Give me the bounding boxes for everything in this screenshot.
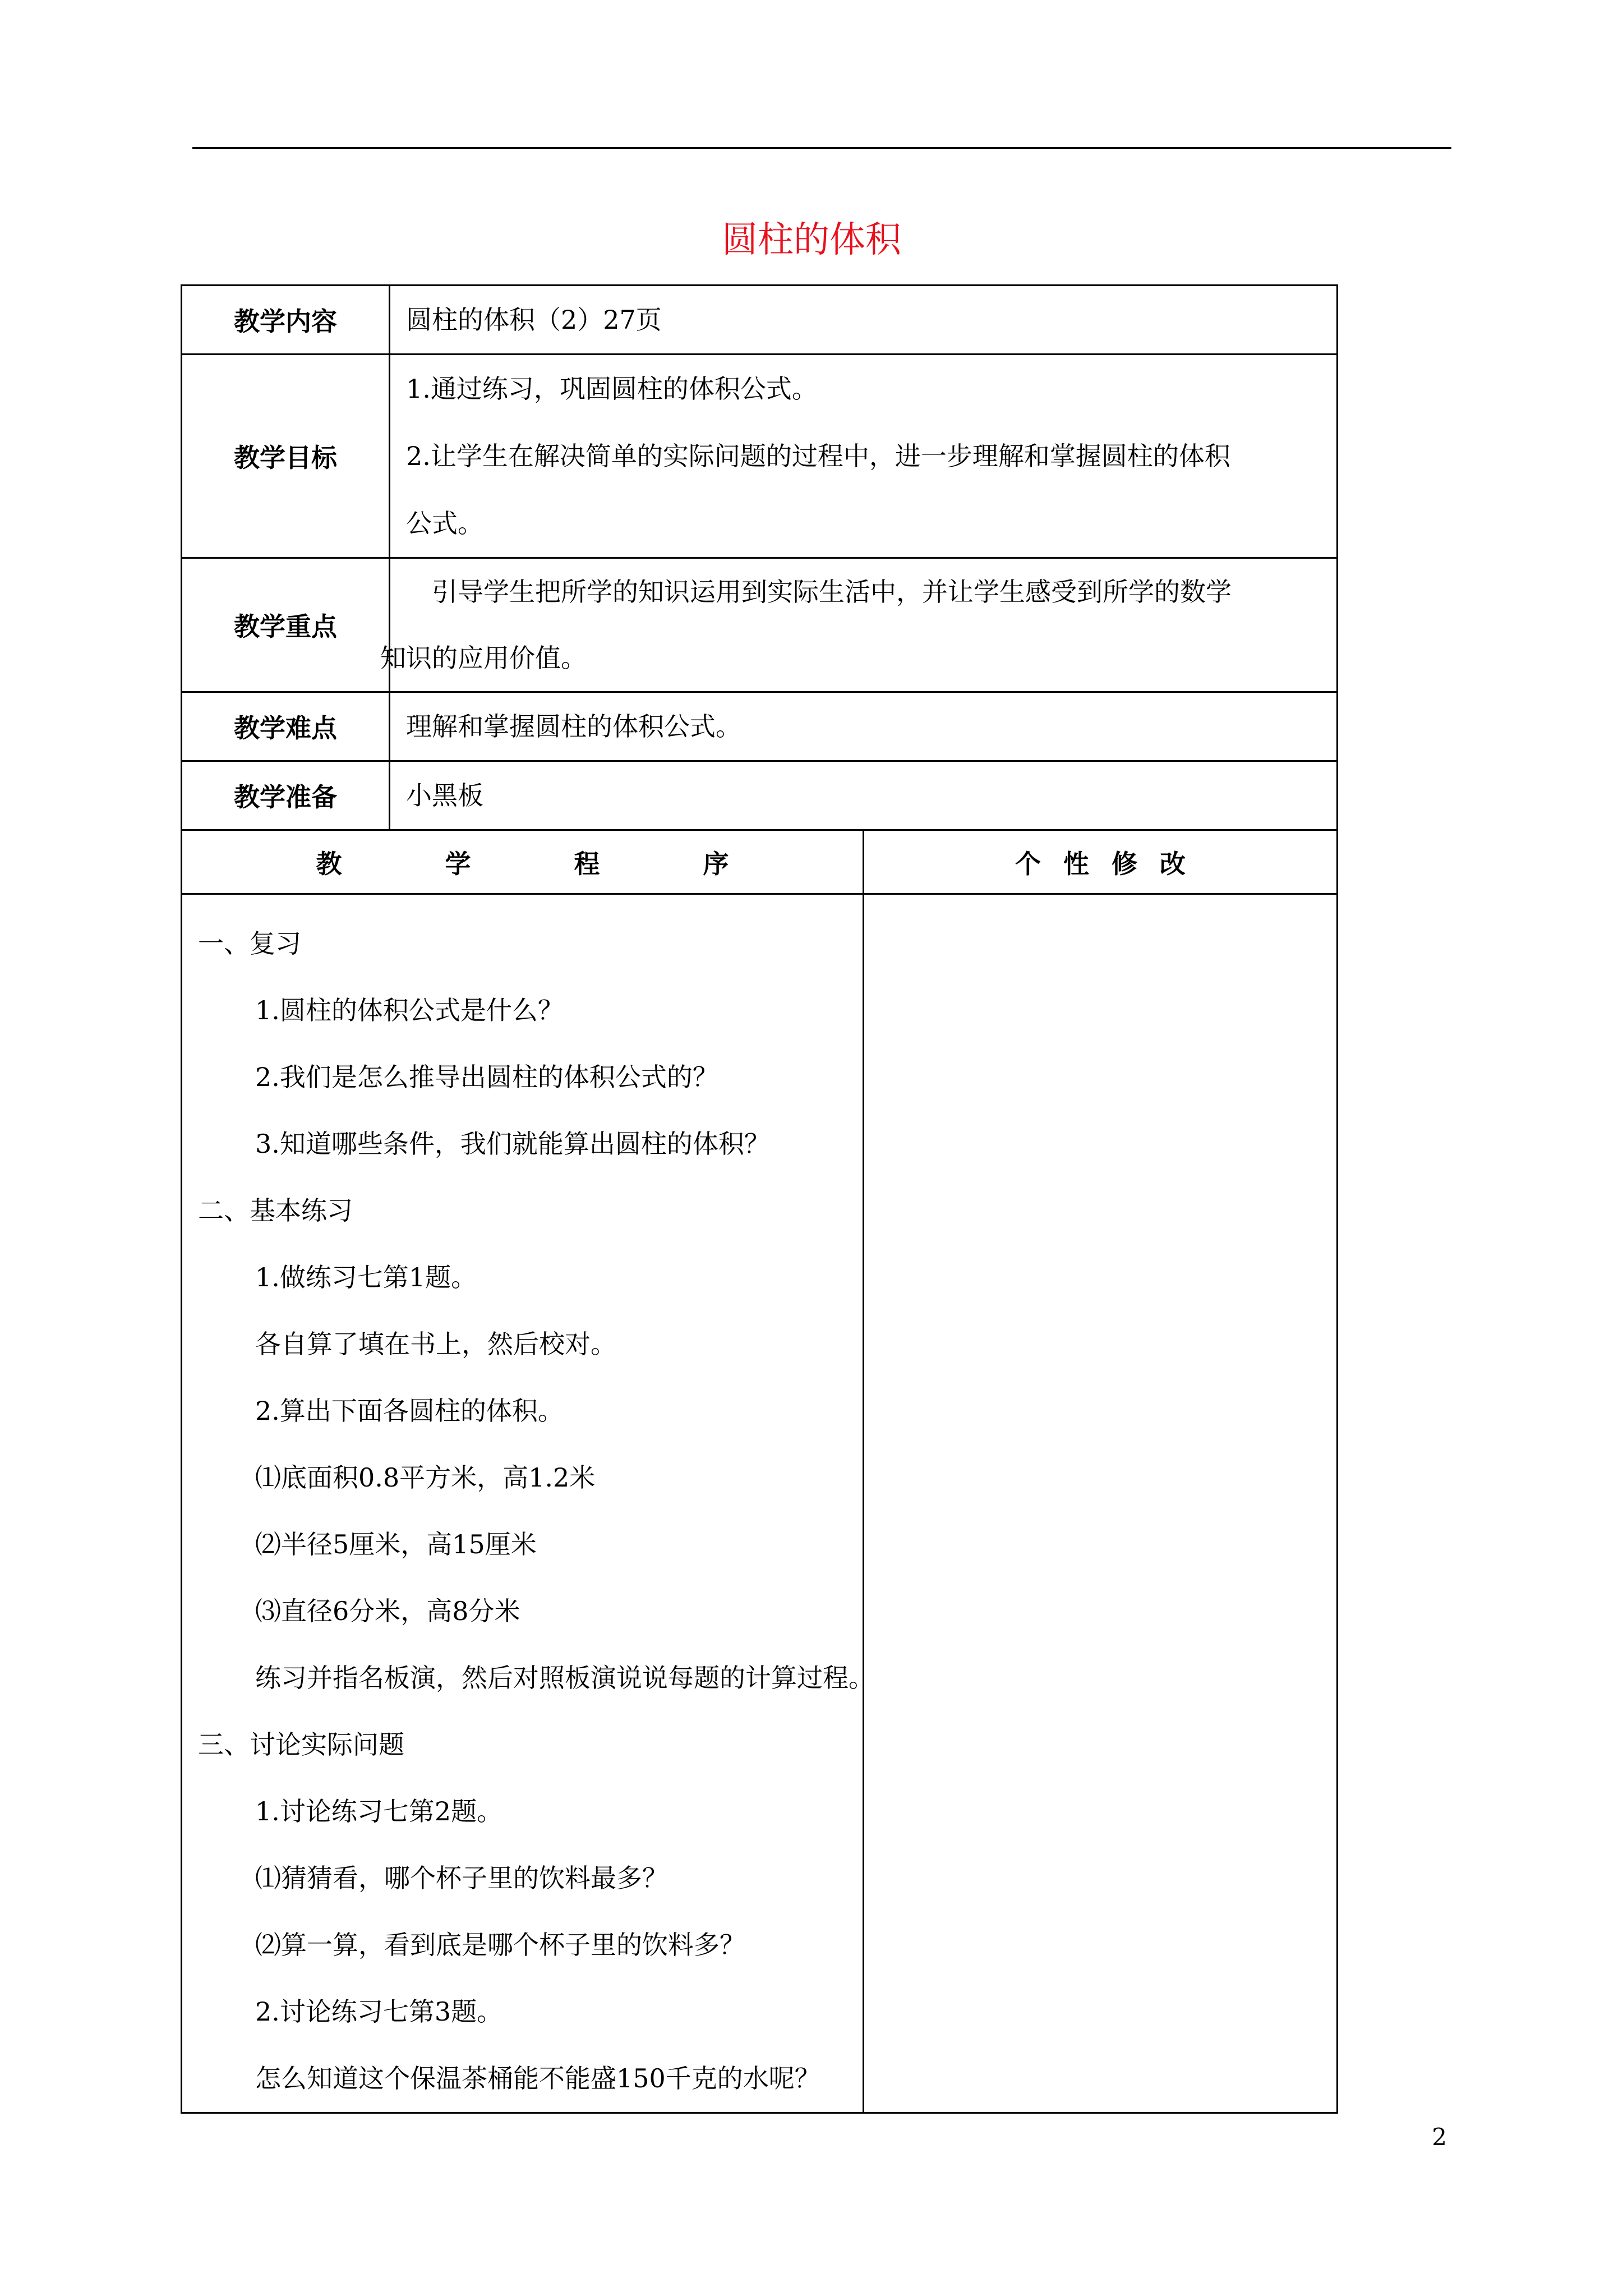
value-difficulty: 理解和掌握圆柱的体积公式。 [390, 692, 1338, 761]
goal-line: 公式。 [406, 508, 483, 539]
section-heading: 一、复习 [198, 928, 301, 959]
row-difficulty [182, 692, 1338, 761]
key-point-line: 引导学生把所学的知识运用到实际生活中，并让学生感受到所学的数学 [432, 577, 1232, 607]
program-item: 1.圆柱的体积公式是什么？ [255, 995, 564, 1025]
goal-line: 2.让学生在解决简单的实际问题的过程中，进一步理解和掌握圆柱的体积 [406, 441, 1230, 471]
program-item: 各自算了填在书上，然后校对。 [255, 1329, 616, 1359]
label-difficulty: 教学难点 [182, 692, 390, 761]
program-item: ⑵算一算，看到底是哪个杯子里的饮料多？ [255, 1930, 745, 1960]
row-teaching-goals [182, 355, 1338, 558]
program-item: 怎么知道这个保温茶桶能不能盛150千克的水呢？ [255, 2063, 820, 2093]
program-item: ⑴底面积0.8平方米，高1.2米 [255, 1462, 596, 1493]
row-key-point [182, 558, 1338, 692]
header-rule [192, 147, 1451, 149]
program-item: ⑶直径6分米，高8分米 [255, 1596, 520, 1626]
section-heading: 二、基本练习 [198, 1195, 353, 1226]
label-preparation: 教学准备 [182, 761, 390, 830]
row-program-header [182, 830, 1338, 894]
label-key-point: 教学重点 [182, 558, 390, 692]
row-teaching-content [182, 286, 1338, 355]
document-title: 圆柱的体积 [722, 219, 901, 261]
program-header [182, 830, 864, 894]
value-preparation: 小黑板 [390, 761, 1338, 830]
value-teaching-content: 圆柱的体积（2）27页 [390, 286, 1338, 355]
page-number: 2 [1432, 2123, 1447, 2151]
program-item: 2.讨论练习七第3题。 [255, 1996, 503, 2027]
key-point-line: 知识的应用价值。 [380, 643, 587, 673]
program-item: 2.我们是怎么推导出圆柱的体积公式的？ [255, 1062, 718, 1092]
program-item: ⑴猜猜看，哪个杯子里的饮料最多？ [255, 1863, 668, 1893]
program-header-text: 教学程序 [316, 848, 832, 879]
program-body [182, 894, 874, 2113]
program-item: 练习并指名板演，然后对照板演说说每题的计算过程。 [255, 1663, 874, 1693]
revision-header-text: 个性修改 [1015, 848, 1208, 879]
program-item: 2.算出下面各圆柱的体积。 [255, 1396, 564, 1426]
revision-notes-cell [864, 894, 1338, 2113]
label-teaching-content: 教学内容 [182, 286, 390, 355]
row-preparation [182, 761, 1338, 830]
revision-header [864, 830, 1338, 894]
program-item: 1.讨论练习七第2题。 [255, 1796, 503, 1826]
program-item: ⑵半径5厘米，高15厘米 [255, 1529, 537, 1559]
value-teaching-goals [390, 355, 1338, 558]
goal-line: 1.通过练习，巩固圆柱的体积公式。 [406, 374, 818, 404]
key-point-text [380, 559, 1336, 691]
lesson-plan-table [181, 284, 1338, 2114]
label-teaching-goals: 教学目标 [182, 355, 390, 558]
value-key-point [380, 558, 1338, 692]
section-heading: 三、讨论实际问题 [198, 1729, 404, 1760]
row-program-body [182, 894, 1338, 2113]
program-item: 1.做练习七第1题。 [255, 1262, 477, 1292]
program-item: 3.知道哪些条件，我们就能算出圆柱的体积？ [255, 1129, 770, 1159]
